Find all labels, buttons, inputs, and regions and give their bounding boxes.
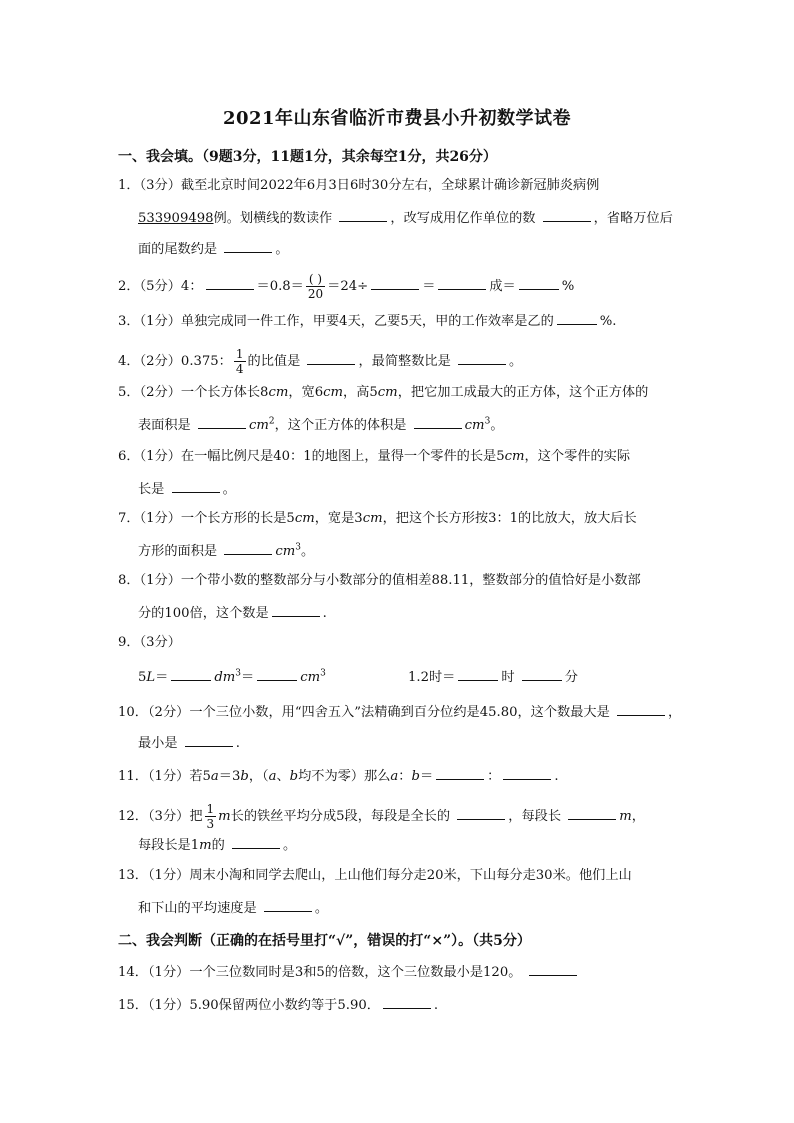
answer-blank[interactable]: [371, 276, 419, 290]
answer-blank[interactable]: [224, 239, 272, 253]
question-12-line-2: 每段长是1m的 。: [138, 835, 296, 855]
answer-blank[interactable]: [522, 667, 562, 681]
question-9-part-1: $5L= dm^3= cm^3$: [138, 668, 326, 685]
question-7-line-1: 7．（1分）一个长方形的长是5cm，宽是3cm，把这个长方形按3：1的比放大，放大后长: [118, 511, 637, 526]
answer-blank[interactable]: [232, 835, 280, 849]
question-13-line-1: 13．（1分）周末小淘和同学去爬山，上山他们每分走20米，下山每分走30米。他们上山: [118, 868, 632, 883]
question-15: 15．（1分）5.90保留两位小数约等于5.90． .: [118, 995, 438, 1015]
answer-blank[interactable]: [438, 276, 486, 290]
page-title: 2021年山东省临沂市费县小升初数学试卷: [222, 108, 572, 129]
answer-blank[interactable]: [224, 541, 272, 555]
answer-blank[interactable]: [414, 415, 462, 429]
answer-blank[interactable]: [206, 276, 254, 290]
answer-blank[interactable]: [171, 667, 211, 681]
answer-blank[interactable]: [264, 898, 312, 912]
question-9-part-2: 1.2时＝ 时 分: [408, 667, 578, 687]
question-7-line-2: 方形的面积是 $cm^3$。: [138, 542, 315, 559]
answer-blank[interactable]: [543, 208, 591, 222]
section-1-heading: 一、我会填。（9题3分，11题1分，其余每空1分，共26分）: [118, 149, 497, 165]
question-12-line-1: 12．（3分）把 $\frac{1}{3}$ m长的铁丝平均分成5段，每段是全长的 ，每段长 m，: [118, 802, 645, 831]
answer-blank[interactable]: [383, 995, 431, 1009]
fraction: $\frac{1}{3}$: [206, 802, 215, 831]
answer-blank[interactable]: [557, 311, 597, 325]
question-6-line-1: 6．（1分）在一幅比例尺是40：1的地图上，量得一个零件的长是5cm，这个零件的实际: [118, 449, 631, 464]
answer-blank[interactable]: [617, 702, 665, 716]
answer-blank[interactable]: [519, 276, 559, 290]
answer-blank[interactable]: [503, 766, 551, 780]
question-1-line-2: 533909498例。划横线的数读作 ，改写成用亿作单位的数 ，省略万位后: [138, 208, 673, 228]
answer-blank[interactable]: [198, 415, 246, 429]
answer-blank[interactable]: [568, 806, 616, 820]
question-6-line-2: 长是 。: [138, 479, 236, 499]
question-4: 4．（2分）0.375： $\frac{1}{4}$ 的比值是 ，最简整数比是 。: [118, 347, 523, 376]
question-9: 9．（3分）: [118, 635, 181, 650]
answer-blank[interactable]: [458, 667, 498, 681]
section-2-heading: 二、我会判断（正确的在括号里打“√”，错误的打“×”）。（共5分）: [118, 933, 531, 949]
question-5-line-2: 表面积是 $cm^2$，这个正方体的体积是 $cm^3$。: [138, 416, 504, 433]
answer-blank[interactable]: [185, 733, 233, 747]
answer-blank[interactable]: [307, 351, 355, 365]
question-1-line-1: 1．（3分）截至北京时间2022年6月3日6时30分左右，全球累计确诊新冠肺炎病例: [118, 178, 600, 193]
answer-blank[interactable]: [257, 667, 297, 681]
answer-blank[interactable]: [529, 962, 577, 976]
answer-blank[interactable]: [458, 351, 506, 365]
question-3: 3．（1分）单独完成同一件工作，甲要4天，乙要5天，甲的工作效率是乙的 %.: [118, 311, 617, 331]
answer-blank[interactable]: [172, 479, 220, 493]
answer-blank[interactable]: [436, 766, 484, 780]
answer-blank[interactable]: [272, 603, 320, 617]
answer-blank[interactable]: [339, 208, 387, 222]
question-14: 14．（1分）一个三位数同时是3和5的倍数，这个三位数最小是120。: [118, 962, 580, 982]
question-10-line-2: 最小是 .: [138, 733, 240, 753]
question-11: 11．（1分）若5a＝3b，（a、b均不为零）那么a：b＝ ： .: [118, 766, 559, 786]
question-5-line-1: 5．（2分）一个长方体长8cm，宽6cm，高5cm，把它加工成最大的正方体，这个正方体的: [118, 385, 649, 400]
fraction: $\frac{1}{4}$: [235, 347, 244, 376]
fraction: $\frac{( )}{20}$: [307, 272, 324, 301]
question-10-line-1: 10．（2分）一个三位小数，用“四舍五入”法精确到百分位约是45.80，这个数最大是 ，: [118, 702, 681, 722]
question-1-line-3: 面的尾数约是 。: [138, 239, 289, 259]
question-13-line-2: 和下山的平均速度是 。: [138, 898, 328, 918]
question-8-line-2: 分的100倍，这个数是 .: [138, 603, 327, 623]
question-2: 2．（5分）4： ＝0.8＝ $\frac{( )}{20}$ ＝24÷ ＝ 成＝ %: [118, 272, 575, 301]
underlined-number: 533909498: [138, 211, 214, 226]
answer-blank[interactable]: [457, 806, 505, 820]
question-8-line-1: 8．（1分）一个带小数的整数部分与小数部分的值相差88.11，整数部分的值恰好是小数部: [118, 573, 641, 588]
